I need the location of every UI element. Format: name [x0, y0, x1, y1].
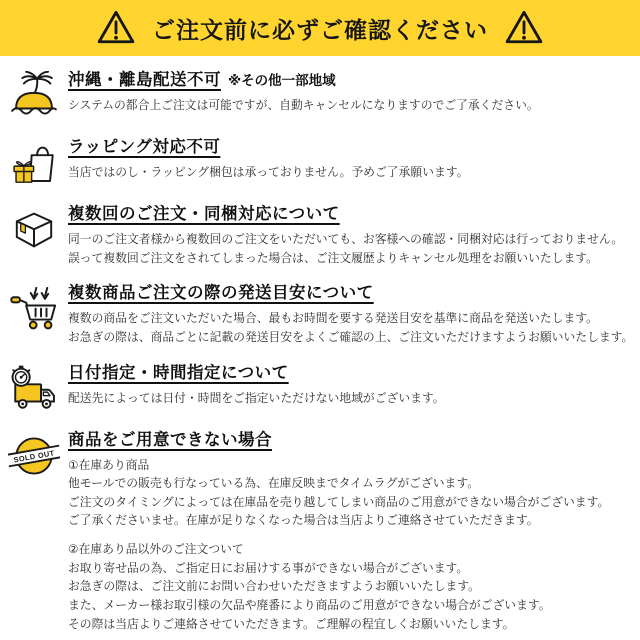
section-body-line: 配送先によっては日付・時間をご指定いただけない地域がございます。	[68, 390, 445, 405]
section-shipping-estimate	[8, 283, 634, 346]
notice-list	[0, 56, 640, 633]
section-body-line: お急ぎの際は、商品ごとに記載の発送目安をよくご確認の上、ご注文いただけますようお願いいたします。	[68, 329, 634, 344]
section-body-line: お急ぎの際は、ご注文前にお問い合わせいただきますようお願いいたします。	[68, 579, 480, 594]
sold-out-badge-icon	[8, 431, 60, 481]
section-title: 沖縄・離島配送不可	[68, 71, 221, 89]
section-title: 複数回のご注文・同梱対応について	[68, 205, 340, 223]
section-out-of-stock	[8, 430, 634, 634]
section-body-line: 当店ではのし・ラッピング梱包は承っておりません。予めご了承願います。	[68, 165, 469, 179]
section-title: 商品をご用意できない場合	[68, 430, 272, 449]
section-title: ラッピング対応不可	[68, 138, 221, 156]
section-title: 日付指定・時間指定について	[68, 363, 289, 382]
section-body-line: その際は当店よりご連絡させていただきます。ご理解の程宜しくお願いいたします。	[68, 616, 515, 631]
section-body-line: ②在庫あり品以外のご注文ついて	[68, 542, 244, 556]
section-multiple-orders	[8, 204, 634, 267]
section-body-line: ①在庫あり商品	[68, 457, 150, 472]
sold-out-badge-label: SOLD OUT	[12, 447, 56, 464]
confirm-before-order-banner	[0, 0, 640, 56]
banner-title: ご注文前に必ずご確認ください	[152, 16, 488, 43]
gift-bag-icon	[8, 138, 60, 188]
section-title: 複数商品ご注文の際の発送目安について	[68, 284, 374, 303]
section-body-line: ご了承くださいませ。在庫が足りなくなった場合は当店よりご連絡させていただきます。	[68, 513, 539, 528]
section-body-line: 他モールでの販売も行なっている為、在庫反映までタイムラグがございます。	[68, 476, 480, 491]
section-date-time	[8, 363, 634, 414]
section-no-wrapping	[8, 137, 634, 188]
section-note: ※その他一部地域	[228, 73, 336, 88]
section-body-line: 同一のご注文者様から複数回のご注文をいただいても、お客様への確認・同梱対応は行っておりません。	[68, 232, 624, 246]
package-box-icon	[8, 205, 60, 255]
section-body-line: システムの都合上ご注文は可能ですが、自動キャンセルになりますのでご了承ください。	[68, 98, 539, 112]
warning-triangle-icon	[504, 8, 544, 48]
section-body-line: ご注文のタイミングによっては在庫品を売り越してしまい商品のご用意ができない場合がございます。	[68, 494, 610, 509]
section-body-line: お取り寄せ品の為、ご指定日にお届けする事ができない場合がございます。	[68, 560, 469, 575]
section-body-line: 複数の商品をご注文いただいた場合、最もお時間を要する発送目安を基準に商品を発送いたします。	[68, 311, 598, 326]
delivery-truck-clock-icon	[8, 364, 60, 414]
island-icon	[8, 71, 60, 121]
section-okinawa-no-delivery	[8, 70, 634, 121]
section-body-line: また、メーカー様お取引様の欠品や廃番により商品のご用意ができない場合がございます。	[68, 597, 551, 612]
warning-triangle-icon	[96, 8, 136, 48]
section-body-line: 誤って複数回ご注文をされてしまった場合は、ご注文履歴よりキャンセル処理をお願いいたします。	[68, 250, 598, 265]
shopping-cart-icon	[8, 284, 60, 334]
